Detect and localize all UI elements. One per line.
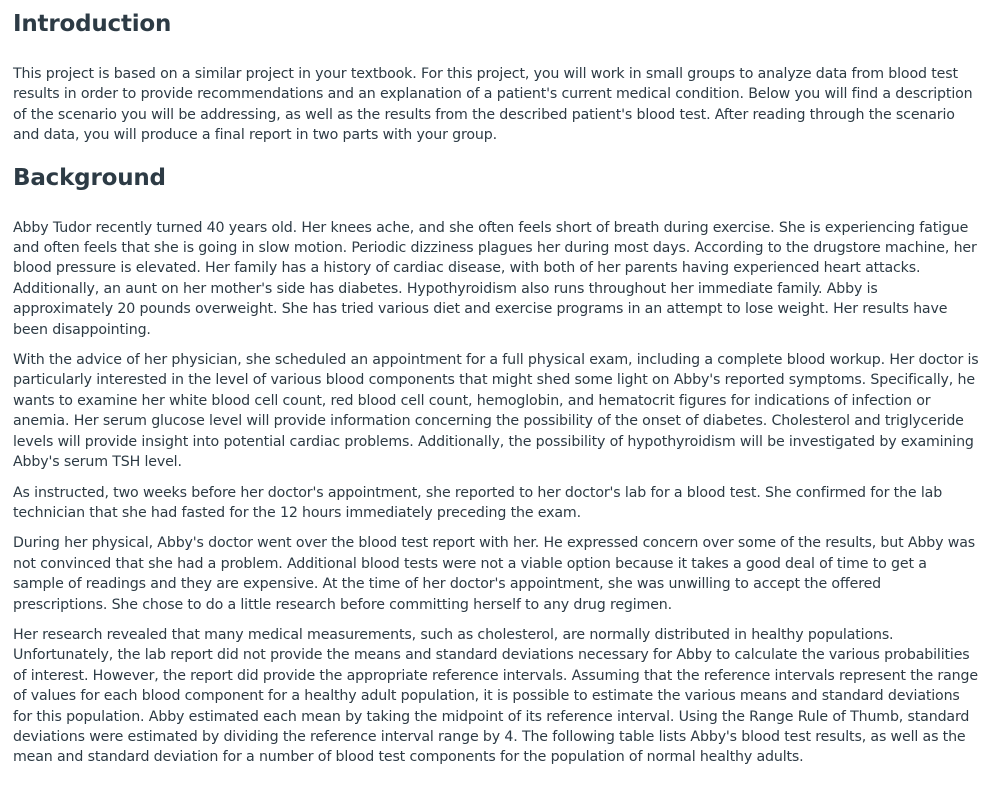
background-paragraph-4: During her physical, Abby's doctor went over the blood test report with her. He expressed concern over some of the results, but Abby was not convinced that she had a problem. Additional blood tests were not a viable option because it takes a good deal of time to get a sample of readings and they are expensive. At the time of her doctor's appointment, she was unwilling to accept the offered prescriptions. She chose to do a little research before committing herself to any drug regimen. [13,535,976,613]
introduction-heading: Introduction [13,11,172,37]
background-paragraph-2: With the advice of her physician, she scheduled an appointment for a full physical exam, including a complete blood workup. Her doctor is particularly interested in the level of various blood components that might shed some light on Abby's reported symptoms. Specifically, he wants to examine her white blood cell count, red blood cell count, hemoglobin, and hematocrit figures for indications of infection or anemia. Her serum glucose level will provide information concerning the possibility of the onset of diabetes. Cholesterol and triglyceride levels will provide insight into potential cardiac problems. Additionally, the possibility of hypothyroidism will be investigated by examining Abby's serum TSH level. [13,352,979,471]
background-paragraph-1: Abby Tudor recently turned 40 years old. Her knees ache, and she often feels short of breath during exercise. She is experiencing fatigue and often feels that she is going in slow motion. Periodic dizziness plagues her during most days. According to the drugstore machine, her blood pressure is elevated. Her family has a history of cardiac disease, with both of her parents having experienced heart attacks. Additionally, an aunt on her mother's side has diabetes. Hypothyroidism also runs throughout her immediate family. Abby is approximately 20 pounds overweight. She has tried various diet and exercise programs in an attempt to lose weight. Her results have been disappointing. [13,219,977,338]
background-heading: Background [13,164,166,191]
introduction-paragraph: This project is based on a similar project in your textbook. For this project, you will work in small groups to analyze data from blood test results in order to provide recommendations and an explanation of a patient's current medical condition. Below you will find a description of the scenario you will be addressing, as well as the results from the described patient's blood test. After reading through the scenario and data, you will produce a final report in two parts with your group. [13,66,973,144]
background-paragraph-5: Her research revealed that many medical measurements, such as cholesterol, are normally distributed in healthy populations. Unfortunately, the lab report did not provide the means and standard deviations necessary for Abby to calculate the various probabilities of interest. However, the report did provide the appropriate reference intervals. Assuming that the reference intervals represent the range of values for each blood component for a healthy adult population, it is possible to estimate the various means and standard deviations for this population. Abby estimated each mean by taking the midpoint of its reference interval. Using the Range Rule of Thumb, standard deviations were estimated by dividing the reference interval range by 4. The following table lists Abby's blood test results, as well as the mean and standard deviation for a number of blood test components for the population of normal healthy adults. [13,626,978,766]
document-content [13,6,979,778]
background-paragraph-3: As instructed, two weeks before her doctor's appointment, she reported to her doctor's lab for a blood test. She confirmed for the lab technician that she had fasted for the 12 hours immediately preceding the exam. [13,484,943,521]
